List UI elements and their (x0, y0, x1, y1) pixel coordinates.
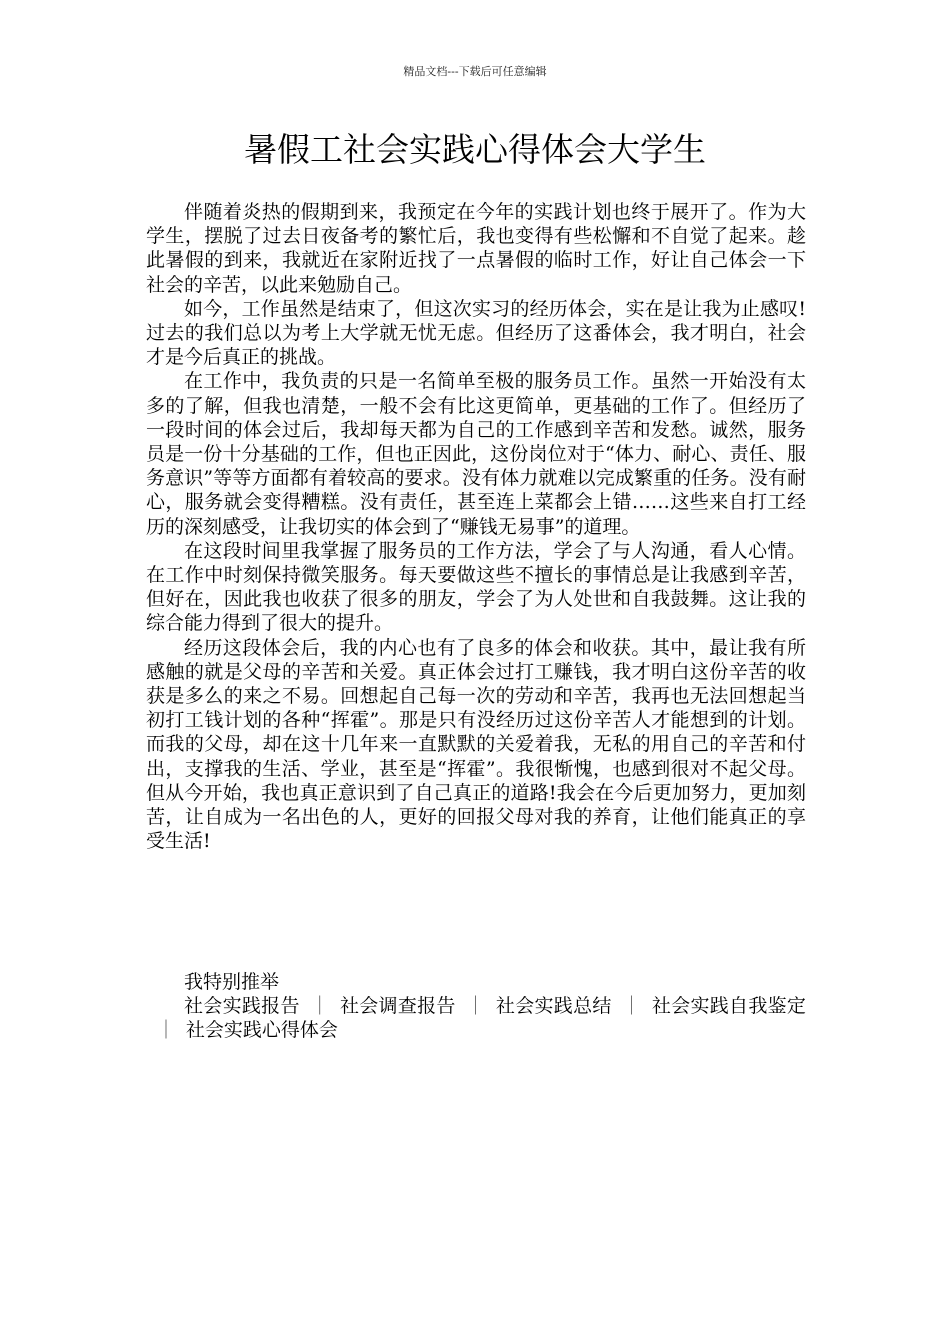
recommend-link-experience[interactable]: 社会实践心得体会 (185, 1019, 338, 1042)
recommend-title: 我特别推举 (184, 971, 280, 993)
body-paragraph: 经历这段体会后，我的内心也有了良多的体会和收获。其中，最让我有所感触的就是父母的辛苦和关爱。真正体会过打工赚钱，我才明白这份辛苦的收获是多么的来之不易。回想起自己每一次的劳动和辛苦，我再也无法回想起当初打工钱计划的各种“挥霍”。那是只有没经历过这份辛苦人才能想到的计划。而我的父母，却在这十几年来一直默默的关爱着我，无私的用自己的辛苦和付出，支撑我的生活、学业，甚至是“挥霍”。我很惭愧，也感到很对不起父母。但从今开始，我也真正意识到了自己真正的道路!我会在今后更加努力，更加刻苦，让自成为一名出色的人，更好的回报父母对我的养育，让他们能真正的享受生活! (146, 636, 806, 853)
recommend-section (146, 970, 806, 1043)
recommend-links (146, 994, 806, 1042)
recommend-link-practice-report[interactable]: 社会实践报告 (184, 995, 300, 1018)
recommend-link-practice-summary[interactable]: 社会实践总结 (495, 995, 612, 1018)
body-paragraph: 在工作中，我负责的只是一名简单至极的服务员工作。虽然一开始没有太多的了解，但我也清楚，一般不会有比这更简单，更基础的工作了。但经历了一段时间的体会过后，我却每天都为自己的工作感到辛苦和发愁。诚然，服务员是一份十分基础的工作，但也正因此，这份岗位对于“体力、耐心、责任、服务意识”等等方面都有着较高的要求。没有体力就难以完成繁重的任务。没有耐心，服务就会变得糟糕。没有责任，甚至连上菜都会上错……这些来自打工经历的深刻感受，让我切实的体会到了“赚钱无易事”的道理。 (146, 370, 806, 538)
recommend-link-self-appraisal[interactable]: 社会实践自我鉴定 (651, 995, 806, 1018)
body-paragraph: 伴随着炎热的假期到来，我预定在今年的实践计划也终于展开了。作为大学生，摆脱了过去日夜备考的繁忙后，我也变得有些松懈和不自觉了起来。趁此暑假的到来，我就近在家附近找了一点暑假的临时工作，好让自己体会一下社会的辛苦，以此来勉励自己。 (146, 201, 806, 296)
document-body (146, 200, 806, 853)
document-title: 暑假工社会实践心得体会大学生 (244, 130, 706, 169)
body-paragraph: 在这段时间里我掌握了服务员的工作方法，学会了与人沟通，看人心情。在工作中时刻保持微笑服务。每天要做这些不擅长的事情总是让我感到辛苦，但好在，因此我也收获了很多的朋友，学会了为人处世和自我鼓舞。这让我的综合能力得到了很大的提升。 (146, 539, 806, 635)
link-separator: ｜ (156, 1019, 176, 1042)
recommend-link-survey-report[interactable]: 社会调查报告 (339, 995, 456, 1018)
body-paragraph: 如今，工作虽然是结束了，但这次实习的经历体会，实在是让我为止感叹!过去的我们总以为考上大学就无忧无虑。但经历了这番体会，我才明白，社会才是今后真正的挑战。 (146, 297, 806, 369)
link-separator: ｜ (310, 995, 330, 1018)
link-separator: ｜ (622, 995, 642, 1018)
link-separator: ｜ (466, 995, 486, 1018)
page-header-note: 精品文档---下载后可任意编辑 (403, 65, 547, 78)
